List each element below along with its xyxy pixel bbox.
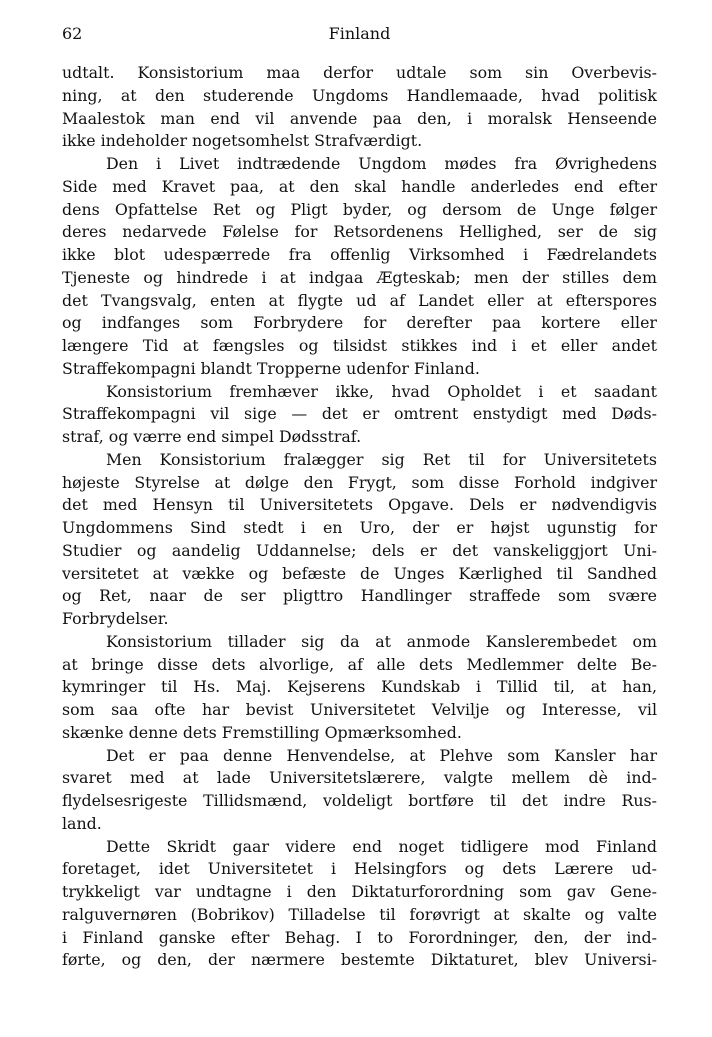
text-line: førte, og den, der nærmere bestemte Diktaturet, blev Universi-	[62, 950, 657, 970]
text-line: Men Konsistorium fralægger sig Ret til for Universitetets	[106, 449, 657, 469]
text-line: kymringer til Hs. Maj. Kejserens Kundskab i Tillid til, at han,	[62, 677, 657, 697]
text-line: Straffekompagni blandt Tropperne udenfor Finland.	[62, 358, 480, 378]
text-line: i Finland ganske efter Behag. I to Forordninger, den, der ind-	[62, 927, 657, 947]
text-line: land.	[62, 813, 102, 833]
text-line: Konsistorium tillader sig da at anmode Kanslerembedet om	[106, 631, 657, 651]
text-line: Det er paa denne Henvendelse, at Plehve som Kansler har	[106, 745, 657, 765]
text-line: deres nedarvede Følelse for Retsordenens Hellighed, ser de sig	[62, 222, 657, 242]
text-line: ikke blot udespærrede fra offenlig Virksomhed i Fædrelandets	[62, 245, 657, 264]
text-line: trykkeligt var undtagne i den Diktaturforordning som gav Gene-	[62, 882, 657, 901]
text-line: straf, og værre end simpel Dødsstraf.	[62, 427, 362, 446]
page-header	[62, 24, 657, 48]
text-line: Forbrydelser.	[62, 609, 169, 628]
text-line: det Tvangsvalg, enten at flygte ud af Landet eller at efterspores	[62, 290, 657, 310]
text-line: foretaget, idet Universitetet i Helsingfors og dets Lærere ud-	[62, 859, 657, 879]
text-line: længere Tid at fængsles og tilsidst stikkes ind i et eller andet	[62, 336, 657, 355]
text-line: Ungdommens Sind stedt i en Uro, der er højst ugunstig for	[62, 518, 657, 537]
text-line: Dette Skridt gaar videre end noget tidligere mod Finland	[106, 836, 657, 856]
text-line: Straffekompagni vil sige — det er omtrent enstydigt med Døds-	[62, 404, 657, 424]
text-line: Tjeneste og hindrede i at indgaa Ægteskab; men der stilles dem	[62, 267, 657, 287]
text-line: svaret med at lade Universitetslærere, valgte mellem dè ind-	[62, 768, 657, 788]
text-line: Studier og aandelig Uddannelse; dels er det vanskeliggjort Uni-	[62, 540, 657, 560]
text-line: Side med Kravet paa, at den skal handle anderledes end efter	[62, 176, 657, 196]
text-line: dens Opfattelse Ret og Pligt byder, og dersom de Unge følger	[62, 199, 657, 219]
text-line: Den i Livet indtrædende Ungdom mødes fra Øvrighedens	[106, 154, 657, 173]
text-line: skænke denne dets Fremstilling Opmærksomhed.	[62, 722, 462, 742]
text-line: ralguvernøren (Bobrikov) Tilladelse til forøvrigt at skalte og valte	[62, 904, 657, 924]
body-text	[62, 62, 657, 972]
text-line: flydelsesrigeste Tillidsmænd, voldeligt bortføre til det indre Rus-	[62, 791, 657, 810]
text-line: ikke indeholder nogetsomhelst Strafværdigt.	[62, 131, 423, 151]
text-line: ning, at den studerende Ungdoms Handlemaade, hvad politisk	[62, 85, 657, 105]
text-line: det med Hensyn til Universitetets Opgave. Dels er nødvendigvis	[62, 495, 657, 515]
text-line: højeste Styrelse at dølge den Frygt, som disse Forhold indgiver	[62, 472, 657, 492]
page-number: 62	[62, 24, 83, 43]
text-line: at bringe disse dets alvorlige, af alle dets Medlemmer delte Be-	[62, 654, 657, 674]
text-line: og Ret, naar de ser pligttro Handlinger straffede som svære	[62, 586, 657, 606]
text-line: og indfanges som Forbrydere for derefter paa kortere eller	[62, 313, 657, 333]
text-line: udtalt. Konsistorium maa derfor udtale som sin Overbevis-	[62, 63, 657, 82]
text-line: som saa ofte har bevist Universitetet Velvilje og Interesse, vil	[62, 700, 657, 719]
text-line: versitetet at vække og befæste de Unges Kærlighed til Sandhed	[62, 563, 657, 583]
running-head: Finland	[328, 24, 391, 43]
text-line: Konsistorium fremhæver ikke, hvad Opholdet i et saadant	[106, 381, 657, 401]
text-line: Maalestok man end vil anvende paa den, i moralsk Henseende	[62, 108, 657, 128]
